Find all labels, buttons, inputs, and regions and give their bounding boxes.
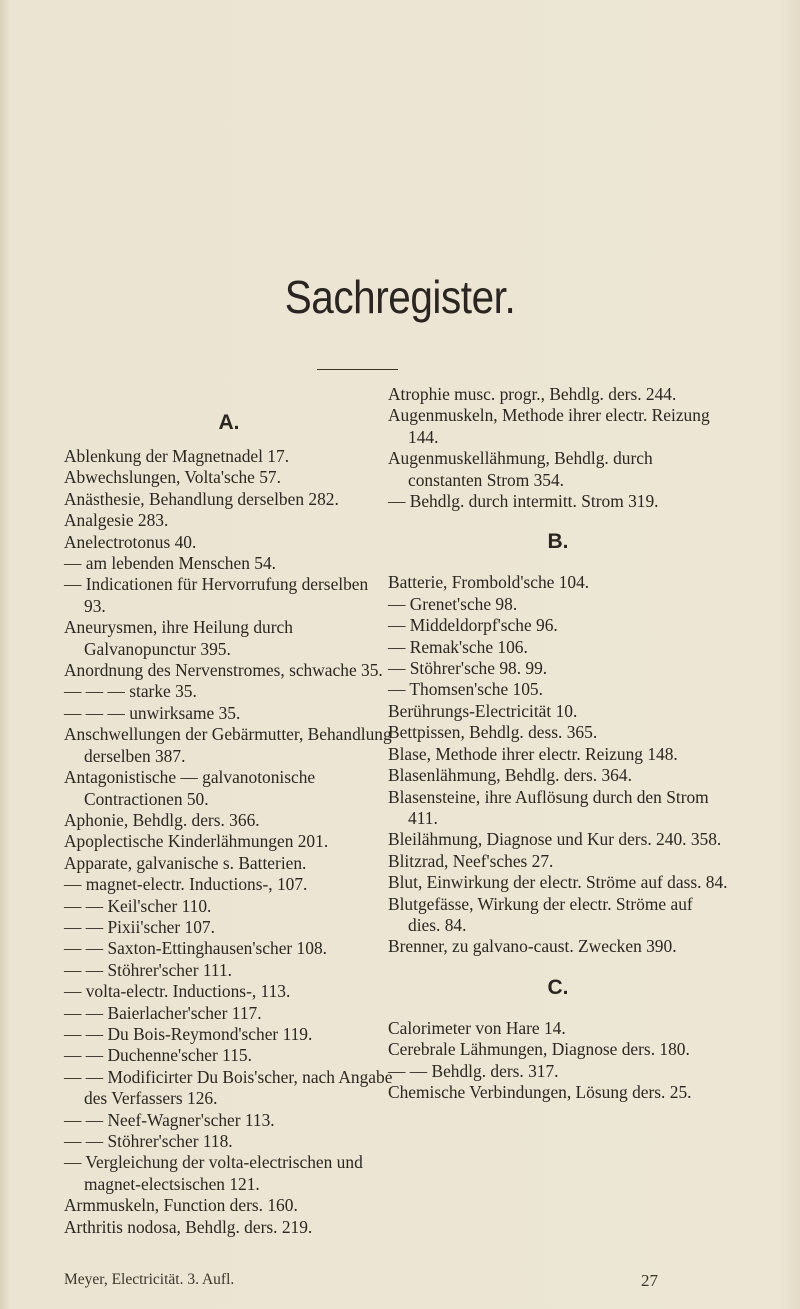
- index-entry: Blasensteine, ihre Auflösung durch den Strom 411.: [388, 786, 709, 828]
- index-entry: Apparate, galvanische s. Batterien.: [64, 852, 307, 873]
- title-divider: [317, 369, 398, 370]
- index-entry: Ablenkung der Magnetnadel 17.: [64, 446, 290, 466]
- left-column: [64, 384, 394, 1238]
- index-entry: Blutgefässe, Wirkung der electr. Ströme auf dies. 84.: [388, 893, 693, 935]
- index-entry: Antagonistische — galvanotonische Contractionen 50.: [64, 767, 316, 809]
- index-entry: Berührungs-Electricität 10.: [388, 700, 578, 721]
- index-entry: Augenmuskellähmung, Behdlg. durch constanten Strom 354.: [388, 448, 653, 490]
- index-entry: Batterie, Frombold'sche 104.: [388, 572, 590, 593]
- index-entry: — Vergleichung der volta-electrischen und magnet-electsischen 121.: [64, 1152, 363, 1194]
- page-number: 27: [641, 1271, 658, 1290]
- index-entry: Bettpissen, Behdlg. dess. 365.: [388, 722, 598, 743]
- index-entry: Augenmuskeln, Methode ihrer electr. Reizung 144.: [388, 405, 710, 447]
- index-entry: — — Duchenne'scher 115.: [64, 1045, 252, 1066]
- index-entry: — Middeldorpf'sche 96.: [388, 615, 558, 636]
- index-entry: Armmuskeln, Function ders. 160.: [64, 1195, 298, 1216]
- index-entry: — — Stöhrer'scher 111.: [64, 959, 232, 980]
- section-letter: B.: [547, 530, 569, 554]
- footer-signature: Meyer, Electricität. 3. Aufl.: [64, 1271, 235, 1288]
- index-entry: — magnet-electr. Inductions-, 107.: [64, 874, 308, 895]
- index-entry: — Stöhrer'sche 98. 99.: [388, 658, 548, 679]
- page-title: Sachregister.: [284, 271, 516, 323]
- index-entry: — — Saxton-Ettinghausen'scher 108.: [64, 938, 327, 959]
- index-entry: — Behdlg. durch intermitt. Strom 319.: [388, 491, 659, 512]
- index-entry: — volta-electr. Inductions-, 113.: [64, 981, 291, 1002]
- index-entry: — — — starke 35.: [64, 681, 197, 702]
- index-entry: Abwechslungen, Volta'sche 57.: [64, 467, 281, 488]
- index-entry: — — Pixii'scher 107.: [64, 916, 215, 937]
- index-entry: — — Behdlg. ders. 317.: [388, 1060, 559, 1081]
- index-entry: — Remak'sche 106.: [388, 636, 528, 657]
- index-entry: Atrophie musc. progr., Behdlg. ders. 244.: [388, 384, 677, 404]
- index-entry: Aphonie, Behdlg. ders. 366.: [64, 809, 260, 830]
- index-entry: Anschwellungen der Gebärmutter, Behandlung derselben 387.: [64, 724, 392, 766]
- index-entry: Analgesie 283.: [64, 510, 169, 531]
- index-entry: — — — unwirksame 35.: [64, 702, 241, 723]
- index-entry: Apoplectische Kinderlähmungen 201.: [64, 831, 329, 852]
- index-entry: Bleilähmung, Diagnose und Kur ders. 240. 358.: [388, 829, 722, 850]
- index-entry: — Thomsen'sche 105.: [388, 679, 543, 700]
- index-entry: — am lebenden Menschen 54.: [64, 553, 277, 574]
- index-entry: Blut, Einwirkung der electr. Ströme auf dass. 84.: [388, 872, 728, 893]
- index-entry: — — Keil'scher 110.: [64, 895, 212, 916]
- index-entry: Blasenlähmung, Behdlg. ders. 364.: [388, 765, 632, 786]
- index-entry: Calorimeter von Hare 14.: [388, 1017, 566, 1038]
- section-letter: A.: [218, 411, 240, 434]
- index-entry: — — Du Bois-Reymond'scher 119.: [64, 1023, 313, 1044]
- index-entry: — — Stöhrer'scher 118.: [64, 1131, 233, 1151]
- index-entry: Aneurysmen, ihre Heilung durch Galvanopunctur 395.: [64, 617, 293, 659]
- index-entry: — Grenet'sche 98.: [388, 593, 518, 614]
- index-entry: Anelectrotonus 40.: [64, 531, 197, 552]
- index-entry: Cerebrale Lähmungen, Diagnose ders. 180.: [388, 1039, 690, 1060]
- index-entry: — — Neef-Wagner'scher 113.: [64, 1109, 275, 1130]
- index-entry: Blase, Methode ihrer electr. Reizung 148.: [388, 743, 678, 764]
- index-entry: Arthritis nodosa, Behdlg. ders. 219.: [64, 1216, 313, 1237]
- index-entry: — Indicationen für Hervorrufung derselben 93.: [64, 574, 369, 616]
- index-entry: Anordnung des Nervenstromes, schwache 35.: [64, 660, 383, 681]
- index-entry: Chemische Verbindungen, Lösung ders. 25.: [388, 1081, 692, 1102]
- right-column: [388, 384, 728, 1103]
- index-entry: — — Modificirter Du Bois'scher, nach Angabe des Verfassers 126.: [64, 1066, 393, 1109]
- index-entry: Anästhesie, Behandlung derselben 282.: [64, 488, 339, 509]
- index-entry: — — Baierlacher'scher 117.: [64, 1002, 262, 1023]
- index-entry: Blitzrad, Neef'sches 27.: [388, 850, 554, 871]
- section-letter: C.: [547, 975, 569, 999]
- index-entry: Brenner, zu galvano-caust. Zwecken 390.: [388, 936, 677, 957]
